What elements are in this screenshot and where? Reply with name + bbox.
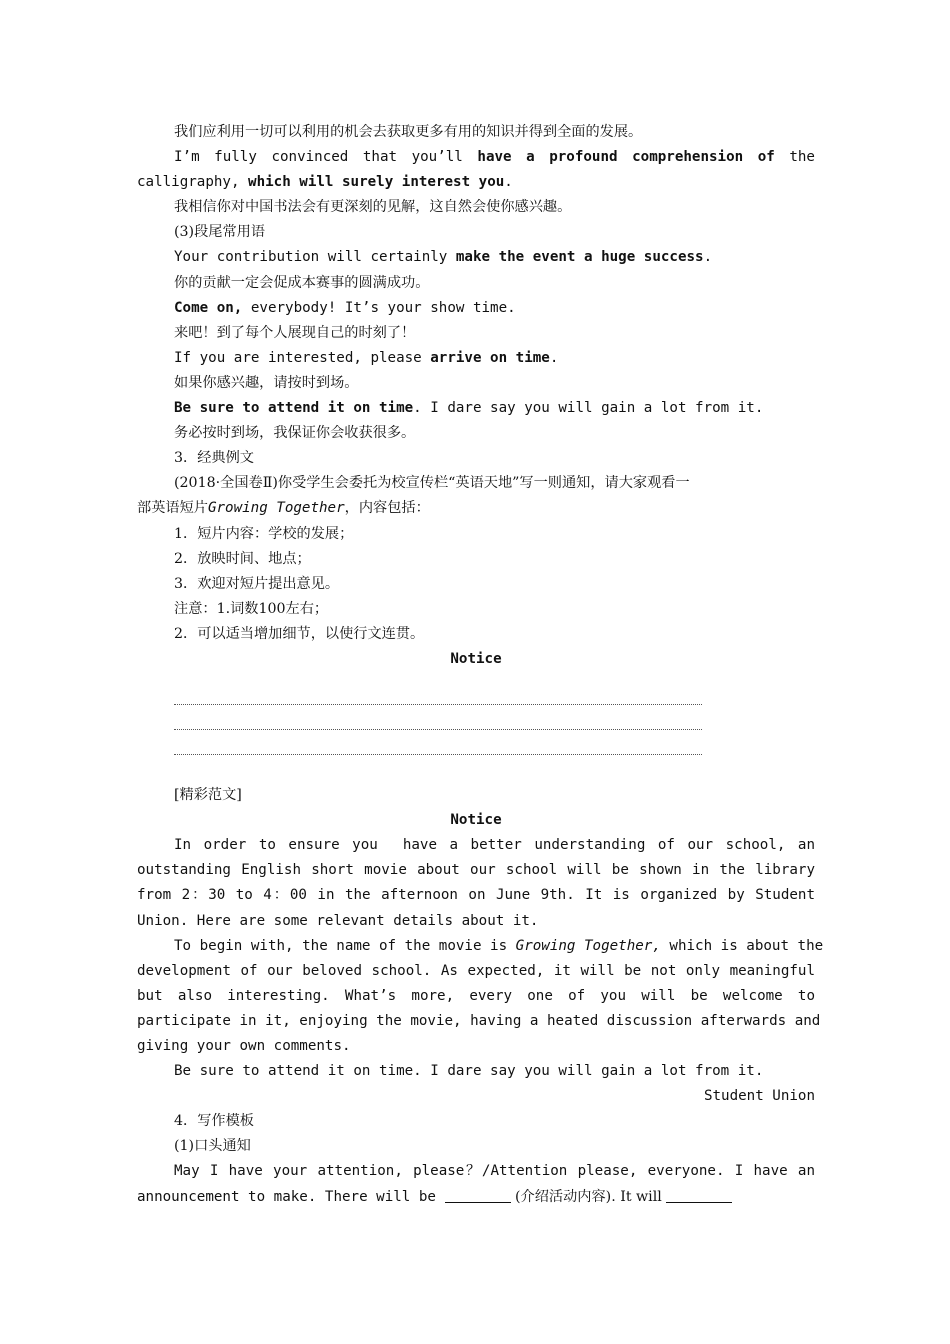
cn-sentence: 我们应利用一切可以利用的机会去获取更多有用的知识并得到全面的发展。: [174, 124, 643, 140]
sample-text-line: outstanding English short movie about our school will be shown in the library: [137, 862, 815, 879]
task-note: 注意：1.词数100左右；: [174, 600, 329, 617]
task-prompt-cont: 部英语短片Growing Together，内容包括：: [137, 500, 430, 517]
en-phrase: If you are interested, please arrive on time.: [174, 349, 559, 366]
en-phrase: Be sure to attend it on time. I dare say you will gain a lot from it.: [174, 400, 764, 417]
blank-line[interactable]: [445, 1188, 511, 1203]
notice-title: Notice: [450, 650, 502, 667]
answer-area: [137, 672, 815, 769]
answer-line[interactable]: [174, 730, 702, 755]
section-heading: 4．写作模板: [174, 1113, 254, 1130]
sample-text-line: In order to ensure you have a better understanding of our school, an: [174, 837, 815, 854]
en-phrase: Your contribution will certainly make the event a huge success.: [174, 249, 713, 266]
sample-text-line: giving your own comments.: [137, 1038, 351, 1054]
sample-text-line: but also interesting. What’s more, every one of you will be welcome to: [137, 987, 815, 1004]
section-subtitle: (3)段尾常用语: [174, 224, 266, 241]
sample-text-line: from 2：30 to 4：00 in the afternoon on June 9th. It is organized by Student: [137, 887, 815, 904]
document-page: [137, 120, 824, 1210]
template-line: announcement to make. There will be (介绍活动内容). It will: [137, 1185, 815, 1210]
task-item: 2．放映时间、地点；: [174, 550, 311, 567]
cn-sentence: 我相信你对中国书法会有更深刻的见解，这自然会使你感兴趣。: [174, 199, 572, 216]
template-line: May I have your attention, please？/Attention please, everyone. I have an: [174, 1163, 815, 1180]
sample-text-line: participate in it, enjoying the movie, having a heated discussion afterwards and: [137, 1012, 821, 1029]
sample-title: Notice: [450, 812, 502, 829]
answer-line[interactable]: [174, 680, 702, 705]
task-note: 2．可以适当增加细节，以使行文连贯。: [174, 625, 425, 642]
en-phrase: Come on, everybody! It’s your show time.: [174, 299, 516, 316]
sample-text-line: development of our beloved school. As expected, it will be not only meaningful: [137, 962, 815, 979]
en-sentence-cont: calligraphy, which will surely interest you.: [137, 174, 513, 191]
task-prompt: (2018·全国卷Ⅱ)你受学生会委托为校宣传栏“英语天地”写一则通知，请大家观看一: [174, 475, 690, 492]
blank-line[interactable]: [666, 1188, 732, 1203]
cn-phrase: 你的贡献一定会促成本赛事的圆满成功。: [174, 274, 430, 291]
cn-phrase: 如果你感兴趣，请按时到场。: [174, 374, 359, 391]
cn-phrase: 务必按时到场，我保证你会收获很多。: [174, 425, 416, 442]
sample-signature: Student Union: [703, 1088, 815, 1105]
cn-phrase: 来吧！到了每个人展现自己的时刻了！: [174, 324, 416, 341]
task-item: 1．短片内容：学校的发展；: [174, 525, 354, 542]
section-heading: 3．经典例文: [174, 450, 254, 467]
sample-text-line: To begin with, the name of the movie is Growing Together, which is about the: [174, 937, 824, 954]
sample-text-line: Be sure to attend it on time. I dare say you will gain a lot from it.: [174, 1063, 764, 1080]
sample-text-line: Union. Here are some relevant details about it.: [137, 912, 539, 929]
task-item: 3．欢迎对短片提出意见。: [174, 575, 340, 592]
section-subtitle: (1)口头通知: [174, 1138, 251, 1155]
sample-label: [精彩范文]: [174, 787, 242, 804]
en-sentence: I’m fully convinced that you’ll have a profound comprehension of the: [174, 149, 815, 166]
answer-line[interactable]: [174, 705, 702, 730]
